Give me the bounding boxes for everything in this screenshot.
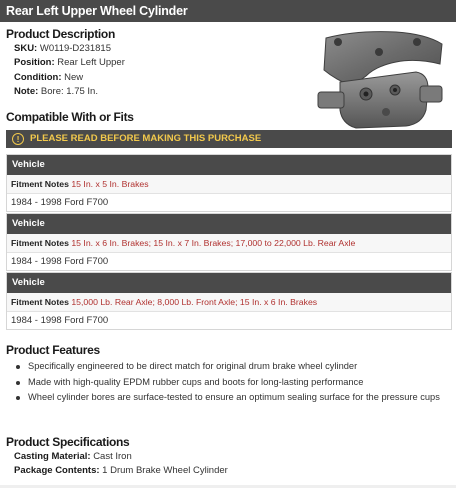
product-image bbox=[296, 24, 446, 134]
feature-item bbox=[16, 360, 446, 374]
purchase-warning-text: PLEASE READ BEFORE MAKING THIS PURCHASE bbox=[30, 133, 262, 144]
vehicle-row: 1984 - 1998 Ford F700 bbox=[7, 194, 451, 211]
feature-item bbox=[16, 376, 446, 390]
fitment-notes-label: Fitment Notes bbox=[11, 297, 69, 307]
product-description-heading: Product Description bbox=[6, 27, 115, 41]
product-features-heading: Product Features bbox=[6, 343, 100, 357]
note-value: Bore: 1.75 In. bbox=[40, 85, 98, 97]
feature-item bbox=[16, 391, 446, 405]
product-description-list bbox=[14, 42, 294, 99]
vehicle-header: Vehicle bbox=[7, 273, 451, 293]
casting-material-row bbox=[14, 450, 314, 464]
bullet-icon bbox=[16, 381, 20, 385]
note-label: Note: bbox=[14, 85, 39, 97]
package-contents-label: Package Contents: bbox=[14, 465, 100, 476]
fitment-notes-value: 15,000 Lb. Rear Axle; 8,000 Lb. Front Axle; 15 In. x 6 In. Brakes bbox=[71, 297, 318, 307]
position-value: Rear Left Upper bbox=[57, 57, 125, 69]
product-features-list bbox=[16, 360, 446, 407]
fitment-notes-value: 15 In. x 6 In. Brakes; 15 In. x 7 In. Brakes; 17,000 to 22,000 Lb. Rear Axle bbox=[71, 238, 356, 248]
package-contents-value: 1 Drum Brake Wheel Cylinder bbox=[102, 465, 228, 476]
condition-label: Condition: bbox=[14, 71, 62, 83]
sku-row bbox=[14, 42, 294, 56]
vehicle-header: Vehicle bbox=[7, 214, 451, 234]
note-row bbox=[14, 85, 294, 99]
fitment-notes-label: Fitment Notes bbox=[11, 179, 69, 189]
product-specifications-list bbox=[14, 450, 314, 478]
sku-label: SKU: bbox=[14, 43, 38, 54]
vehicle-header: Vehicle bbox=[7, 155, 451, 175]
feature-text: Made with high-quality EPDM rubber cups and boots for long-lasting performance bbox=[28, 376, 364, 387]
fitment-notes-label: Fitment Notes bbox=[11, 238, 69, 248]
position-label: Position: bbox=[14, 57, 55, 69]
fitment-notes-row bbox=[7, 234, 451, 253]
casting-material-label: Casting Material: bbox=[14, 451, 91, 462]
fitment-notes-row bbox=[7, 175, 451, 194]
casting-material-value: Cast Iron bbox=[93, 451, 132, 462]
position-row bbox=[14, 56, 294, 70]
package-contents-row bbox=[14, 464, 314, 478]
page-title: Rear Left Upper Wheel Cylinder bbox=[0, 0, 456, 22]
feature-text: Specifically engineered to be direct match for original drum brake wheel cylinder bbox=[28, 361, 358, 371]
vehicle-table bbox=[6, 213, 452, 271]
bullet-icon bbox=[16, 396, 20, 400]
condition-value: New bbox=[64, 71, 84, 83]
vehicle-table bbox=[6, 272, 452, 330]
feature-text: Wheel cylinder bores are surface-tested to ensure an optimum sealing surface for the pressure cups bbox=[28, 392, 440, 402]
vehicle-row: 1984 - 1998 Ford F700 bbox=[7, 253, 451, 270]
vehicle-table bbox=[6, 154, 452, 212]
vehicle-row: 1984 - 1998 Ford F700 bbox=[7, 312, 451, 329]
compatible-heading: Compatible With or Fits bbox=[6, 110, 134, 124]
sku-value: W0119-D231815 bbox=[39, 43, 111, 54]
condition-row bbox=[14, 71, 294, 85]
fitment-notes-row bbox=[7, 293, 451, 312]
bullet-icon bbox=[16, 365, 20, 369]
warning-icon: ! bbox=[12, 133, 24, 145]
product-specifications-heading: Product Specifications bbox=[6, 435, 130, 449]
purchase-warning-banner bbox=[6, 130, 452, 148]
fitment-notes-value: 15 In. x 5 In. Brakes bbox=[71, 179, 149, 189]
